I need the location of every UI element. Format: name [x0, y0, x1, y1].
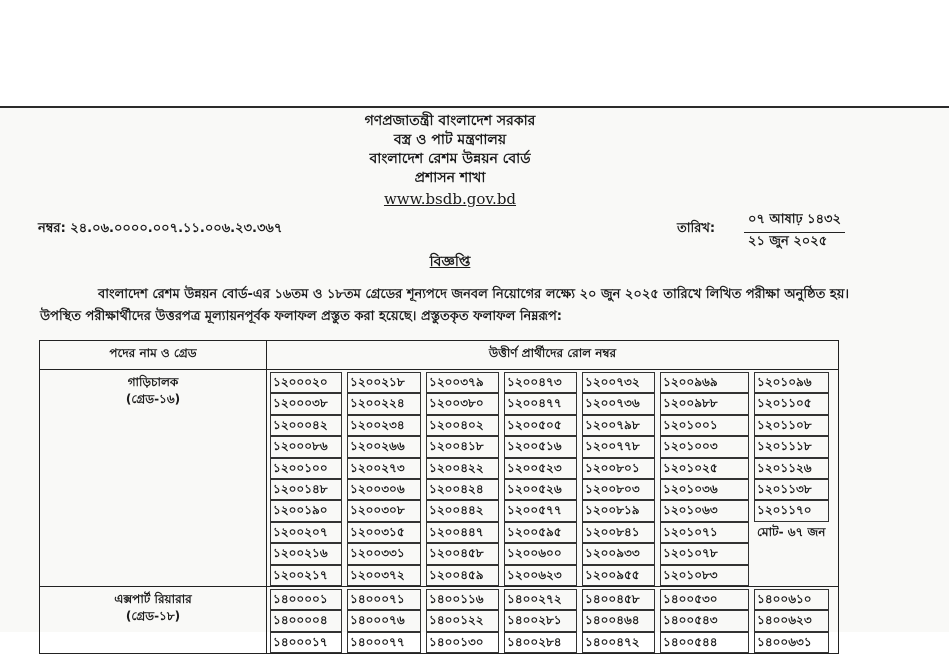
roll-number: ১৪০০৪৫৮: [582, 589, 655, 610]
roll-number: ১২০১০৯৬: [754, 372, 829, 393]
roll-number: ১৪০০০০১: [270, 589, 342, 610]
roll-number: ১২০০৪৪২: [426, 500, 499, 521]
total-count: মোট- ৬৭ জন: [757, 524, 826, 539]
roll-number: ১২০০৬০০: [504, 543, 577, 564]
notice-title: বিজ্ঞপ্তি: [429, 254, 471, 270]
roll-number: ১৪০০১১৬: [426, 589, 499, 610]
roll-number: ১২০০৭৩৬: [582, 393, 655, 414]
roll-number: ১২০১০৩৬: [660, 479, 749, 500]
roll-number: ১২০১০৭৮: [660, 543, 749, 564]
roll-number: ১২০১০৭১: [660, 522, 749, 543]
roll-number: ১২০০৭৩২: [582, 372, 655, 393]
roll-number: ১২০১০৬৩: [660, 500, 749, 521]
roll-number: ১২০১১০৫: [754, 393, 829, 414]
notice-body: বাংলাদেশ রেশম উন্নয়ন বোর্ড-এর ১৬তম ও ১৮তম গ্রেডের শূন্যপদে জনবল নিয়োগের লক্ষ্যে ২০ জুন ২০২৫ তারিখে লিখিত পরীক্ষা অনুষ্ঠিত হয়। উপস্থিত পরীক্ষার্থীদের উত্তরপত্র মূল্যায়নপূর্বক ফলাফল প্রস্তুত করা হয়েছে। প্রস্তুতকৃত ফলাফল নিম্নরূপ:: [40, 287, 850, 324]
roll-number: ১২০০১৪৮: [270, 479, 342, 500]
roll-number: ১৪০০১২২: [426, 610, 499, 631]
roll-column-header: উত্তীর্ণ প্রার্থীদের রোল নম্বর: [267, 341, 839, 370]
post-cell: [40, 586, 267, 653]
roll-number: ১২০১০০১: [660, 415, 749, 436]
post-column-header: পদের নাম ও গ্রেড: [40, 341, 267, 370]
roll-number: ১২০০২৭৩: [347, 458, 421, 479]
roll-number: ১২০১১১৮: [754, 436, 829, 457]
roll-number: ১৪০০৫৩০: [660, 589, 749, 610]
roll-number: ১২০০২১৭: [270, 565, 342, 586]
roll-number: ১২০০২১৬: [270, 543, 342, 564]
date-bangla: ০৭ আষাঢ় ১৪৩২: [744, 210, 845, 233]
roll-number: ১৪০০২৮৪: [504, 632, 577, 653]
roll-grid: [267, 372, 838, 586]
post-grade: (গ্রেড-১৬): [125, 392, 181, 406]
roll-number: ১২০০৩০৬: [347, 479, 421, 500]
website-link[interactable]: www.bsdb.gov.bd: [383, 190, 517, 208]
roll-number: ১২০০০২০: [270, 372, 342, 393]
roll-number: ১২০০৪৫৮: [426, 543, 499, 564]
post-grade: (গ্রেড-১৮): [125, 608, 181, 623]
post-cell: [40, 370, 267, 587]
roll-number: ১২০০৮৪১: [582, 522, 655, 543]
roll-number: ১২০০৫২৩: [504, 458, 577, 479]
roll-number: ১৪০০৪৬৪: [582, 610, 655, 631]
roll-grid: [267, 589, 838, 653]
roll-number: ১২০০৫০৫: [504, 415, 577, 436]
notice-document: [0, 108, 949, 649]
roll-number: ১২০০৩০৮: [347, 500, 421, 521]
roll-number: ১২০০০৩৮: [270, 393, 342, 414]
date-label: তারিখ:: [677, 221, 716, 236]
roll-cell: [267, 586, 839, 653]
roll-number: ১২০০২৩৪: [347, 415, 421, 436]
roll-number: ১২০০৫৯৫: [504, 522, 577, 543]
roll-number: ১২০০২২৪: [347, 393, 421, 414]
board-line: বাংলাদেশ রেশম উন্নয়ন বোর্ড: [369, 151, 531, 167]
roll-number: ১৪০০০৭৭: [347, 632, 421, 653]
roll-number: ১২০০৪১৮: [426, 436, 499, 457]
ministry-line: বস্ত্র ও পাট মন্ত্রণালয়: [393, 132, 507, 148]
roll-number: ১২০০৪৪৭: [426, 522, 499, 543]
roll-number: ১২০০৪২২: [426, 458, 499, 479]
roll-number: ১২০০৮০১: [582, 458, 655, 479]
roll-number: ১২০০৩৭৯: [426, 372, 499, 393]
date-gregorian: ২১ জুন ২০২৫: [748, 234, 828, 249]
roll-number: ১২০১১৭০: [754, 500, 829, 521]
roll-number: ১২০০৪৭৭: [504, 393, 577, 414]
roll-number: ১৪০০০৭১: [347, 589, 421, 610]
roll-number: ১২০০৪০২: [426, 415, 499, 436]
roll-number: ১২০০২০৭: [270, 522, 342, 543]
roll-number: ১৪০০২৭২: [504, 589, 577, 610]
empty-cell: [754, 565, 829, 586]
roll-number: ১২০০৫২৬: [504, 479, 577, 500]
roll-number: ১৪০০৬১০: [754, 589, 829, 610]
roll-number: ১২০০৪৫৯: [426, 565, 499, 586]
roll-number: ১৪০০০০৪: [270, 610, 342, 631]
empty-cell: [754, 543, 829, 564]
roll-number: ১২০০৭৭৮: [582, 436, 655, 457]
roll-number: ১২০১০২৫: [660, 458, 749, 479]
roll-number: ১২০০৫১৬: [504, 436, 577, 457]
roll-number: ১২০০৩৭২: [347, 565, 421, 586]
roll-number: ১৪০০০৭৬: [347, 610, 421, 631]
roll-number: ১২০০৪২৪: [426, 479, 499, 500]
roll-number: ১৪০০৬৩১: [754, 632, 829, 653]
table-row: [40, 370, 839, 587]
roll-number: ১২০০৯৫৫: [582, 565, 655, 586]
roll-number: ১২০১১৩৮: [754, 479, 829, 500]
blank-top-area: [0, 0, 949, 106]
letterhead: [0, 112, 900, 210]
roll-number: ১৪০০৪৭২: [582, 632, 655, 653]
roll-number: ১২০০২৬৬: [347, 436, 421, 457]
roll-number: ১২০০৩৮০: [426, 393, 499, 414]
roll-number: ১২০০২১৮: [347, 372, 421, 393]
roll-number: ১২০০৯৮৮: [660, 393, 749, 414]
roll-number: ১২০০৮১৯: [582, 500, 655, 521]
roll-number: ১২০০৪৭৩: [504, 372, 577, 393]
results-table: [39, 340, 839, 654]
roll-number: ১২০০১০০: [270, 458, 342, 479]
roll-number: ১২০০৬২৩: [504, 565, 577, 586]
roll-number: ১২০০৯৬৯: [660, 372, 749, 393]
table-row: [40, 586, 839, 653]
govt-line: গণপ্রজাতন্ত্রী বাংলাদেশ সরকার: [364, 113, 536, 129]
roll-number: ১২০০১৯০: [270, 500, 342, 521]
roll-number: ১২০০৭৯৮: [582, 415, 655, 436]
roll-number: ১২০০৯৩৩: [582, 543, 655, 564]
post-name: এক্সপার্ট রিয়ারার: [114, 591, 192, 606]
roll-cell: [267, 370, 839, 587]
roll-number: ১২০১০০৩: [660, 436, 749, 457]
roll-number: ১২০০০৪২: [270, 415, 342, 436]
roll-number: ১২০০৩১৫: [347, 522, 421, 543]
roll-number: ১৪০০৬২৩: [754, 610, 829, 631]
roll-number: ১২০০৩৩১: [347, 543, 421, 564]
roll-number: ১৪০০২৮১: [504, 610, 577, 631]
roll-number: ১৪০০০১৭: [270, 632, 342, 653]
roll-number: ১৪০০৫৪৩: [660, 610, 749, 631]
roll-number: ১২০০৫৭৭: [504, 500, 577, 521]
memo-number: নম্বর: ২৪.০৬.০০০০.০০৭.১১.০০৬.২৩.৩৬৭: [38, 221, 283, 236]
roll-number: ১২০১১০৮: [754, 415, 829, 436]
roll-number: ১৪০০৫৪৪: [660, 632, 749, 653]
roll-number: ১২০১০৮৩: [660, 565, 749, 586]
roll-number: ১২০০৮০৩: [582, 479, 655, 500]
post-name: গাড়িচালক: [127, 375, 179, 389]
roll-number: ১৪০০১৩০: [426, 632, 499, 653]
roll-number: ১২০০০৮৬: [270, 436, 342, 457]
branch-line: প্রশাসন শাখা: [414, 170, 486, 186]
roll-number: ১২০১১২৬: [754, 458, 829, 479]
